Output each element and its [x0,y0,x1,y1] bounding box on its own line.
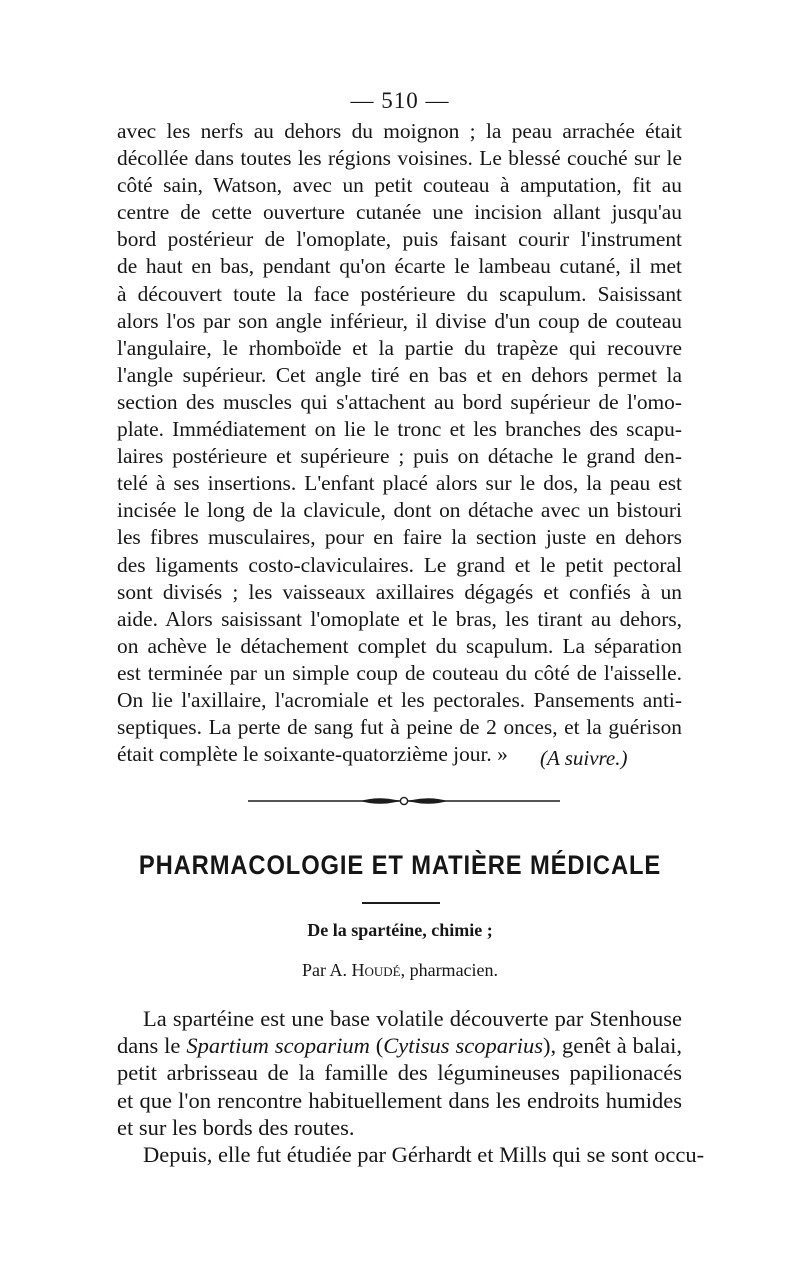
text-fragment: ( [369,1033,384,1059]
text-line: laires postérieure et supérieure ; puis on détache le grand den- [117,444,682,469]
text-line: décollée dans toutes les régions voisines. Le blessé couché sur le [117,146,682,171]
to-be-continued-note: (A suivre.) [540,746,628,770]
section-2-text [117,1005,705,1168]
text-line: de haut en bas, pendant qu'on écarte le lambeau cutané, il met [117,254,682,279]
section-1-text [117,118,682,768]
text-line: plate. Immédiatement on lie le tronc et les branches des scapu- [117,417,682,442]
text-line: on achève le détachement complet du scapulum. La séparation [117,633,682,658]
author-prefix: Par A. [301,960,352,980]
text-line: côté sain, Watson, avec un petit couteau à amputation, fit au [117,173,682,198]
text-line: bord postérieur de l'omoplate, puis faisant courir l'instrument [117,227,682,252]
text-line [117,1032,682,1059]
text-line: et que l'on rencontre habituellement dans les endroits humides [117,1087,682,1113]
article-title: De la spartéine, chimie ; [307,920,493,940]
section-divider [248,790,560,812]
text-line: est terminée par un simple coup de couteau du côté de l'aisselle. [117,660,682,685]
text-line: à découvert toute la face postérieure du scapulum. Saisissant [117,281,682,306]
text-line: telé à ses insertions. L'enfant placé alors sur le dos, la peau est [117,471,682,496]
text-line: On lie l'axillaire, l'acromiale et les pectorales. Pansements anti- [117,687,682,712]
text-line: septiques. La perte de sang fut à peine de 2 onces, et la guérison [117,715,682,740]
text-line: l'angulaire, le rhomboïde et la partie du trapèze qui recouvre [117,335,682,360]
author-name: Houdé [351,960,401,980]
text-line: avec les nerfs au dehors du moignon ; la peau arrachée était [117,119,682,143]
text-line: était complète le soixante-quatorzième jour. » [117,742,508,767]
text-line: incisée le long de la clavicule, dont on détache avec un bistouri [117,498,682,523]
heading-rule [362,902,440,904]
text-line: aide. Alors saisissant l'omoplate et le bras, les tirant au dehors, [117,606,682,631]
text-line: Depuis, elle fut étudiée par Gérhardt et Mills qui se sont occu- [143,1142,705,1168]
text-line: La spartéine est une base volatile découverte par Stenhouse [143,1006,682,1031]
author-suffix: , pharmacien. [400,960,499,980]
text-line: des ligaments costo-claviculaires. Le grand et le petit pectoral [117,552,682,577]
article-author [0,960,800,981]
text-line: petit arbrisseau de la famille des légumineuses papilionacés [117,1060,682,1086]
page-number: — 510 — [350,88,450,113]
text-line: section des muscles qui s'attachent au bord supérieur de l'omo- [117,389,682,414]
text-fragment: ), genêt à balai, [542,1033,682,1059]
text-line: et sur les bords des routes. [117,1114,355,1140]
species-name: Cytisus scoparius [383,1033,543,1059]
species-name: Spartium scoparium [186,1033,370,1059]
text-fragment: dans le [117,1033,187,1059]
text-line: les fibres musculaires, pour en faire la section juste en dehors [117,525,682,550]
text-line: centre de cette ouverture cutanée une incision allant jusqu'au [117,200,682,225]
section-heading: PHARMACOLOGIE ET MATIÈRE MÉDICALE [138,850,662,880]
text-line: alors l'os par son angle inférieur, il divise d'un coup de couteau [117,308,682,333]
text-line: l'angle supérieur. Cet angle tiré en bas et en dehors permet la [117,362,682,387]
text-line: sont divisés ; les vaisseaux axillaires dégagés et confiés à un [117,579,682,604]
